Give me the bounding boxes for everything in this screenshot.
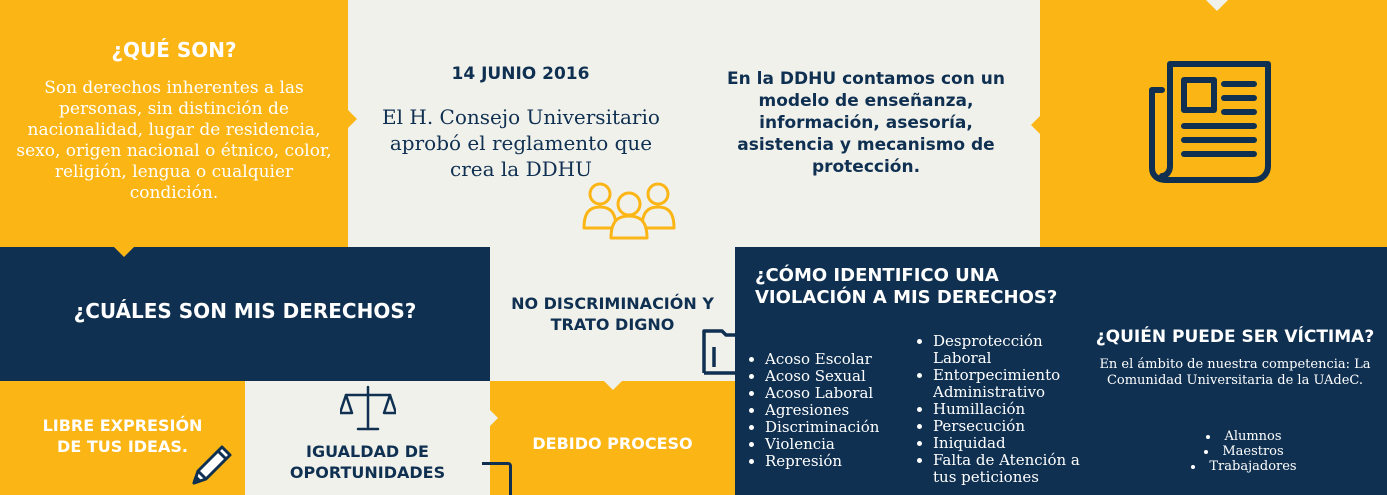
igualdad-panel (245, 381, 490, 495)
junio-date: 14 JUNIO 2016 (451, 64, 590, 84)
notch (114, 247, 134, 257)
igualdad-title: IGUALDAD DE OPORTUNIDADES (289, 442, 446, 482)
libre-title: LIBRE EXPRESIÓN DE TUS IDEAS. (42, 416, 203, 456)
newspaper-panel (1040, 0, 1387, 247)
como-identifico-panel (735, 247, 1387, 495)
debido-panel (490, 381, 735, 495)
junio-body: El H. Consejo Universitario aprobó el reglamento que crea la DDHU (382, 105, 660, 181)
list-item: • Maestros (1179, 444, 1309, 459)
que-son-panel (0, 0, 348, 247)
notch (604, 381, 622, 390)
bottom-fragment (482, 462, 512, 495)
list-item: • Acoso Sexual (765, 368, 925, 385)
list-item: • Agresiones (765, 402, 925, 419)
list-item: • Falta de Atención a tus peticiones (933, 452, 1103, 486)
que-son-title: ¿QUÉ SON? (111, 38, 237, 62)
violations-list-right (915, 333, 1103, 486)
no-discriminacion-title: NO DISCRIMINACIÓN Y TRATO DIGNO (511, 294, 714, 334)
notch (1031, 116, 1040, 134)
como-identifico-title: ¿CÓMO IDENTIFICO UNA VIOLACIÓN A MIS DERECHOS? (755, 265, 1058, 308)
list-item: • Acoso Escolar (765, 351, 925, 368)
list-item: • Discriminación (765, 419, 925, 436)
newspaper-icon (1148, 60, 1272, 184)
notch (348, 110, 357, 128)
quien-title: ¿QUIÉN PUEDE SER VÍCTIMA? (1095, 327, 1375, 347)
junio-panel (348, 0, 693, 247)
list-item: • Entorpecimiento Administrativo (933, 367, 1103, 401)
violations-list-left (747, 351, 925, 470)
list-item: • Persecución (933, 418, 1103, 435)
libre-panel (0, 381, 245, 495)
quien-body: En el ámbito de nuestra competencia: La Comunidad Universitaria de la UAdeC. (1099, 357, 1371, 388)
list-item: • Humillación (933, 401, 1103, 418)
ddhu-body: En la DDHU contamos con un modelo de enseñanza, información, asesoría, asistencia y mecanismo de protección. (727, 69, 1005, 177)
notch (1206, 0, 1228, 11)
notch (490, 410, 498, 426)
list-item: • Desprotección Laboral (933, 333, 1103, 367)
scales-icon (340, 385, 396, 433)
cuales-title: ¿CUÁLES SON MIS DERECHOS? (73, 299, 417, 323)
victims-list (1179, 429, 1309, 474)
list-item: • Acoso Laboral (765, 385, 925, 402)
list-item: • Alumnos (1179, 429, 1309, 444)
list-item: • Violencia (765, 436, 925, 453)
list-item: • Represión (765, 453, 925, 470)
que-son-body: Son derechos inherentes a las personas, sin distinción de nacionalidad, lugar de residencia, sexo, origen nacional o étnico, color, religión, lengua o cualquier condición. (16, 78, 332, 203)
folder-icon (702, 327, 735, 377)
pencil-icon (188, 439, 238, 489)
ddhu-panel (693, 0, 1040, 247)
list-item: • Iniquidad (933, 435, 1103, 452)
no-discriminacion-panel (490, 247, 735, 381)
cuales-panel (0, 247, 490, 381)
debido-title: DEBIDO PROCESO (532, 434, 693, 453)
people-icon (578, 176, 682, 240)
list-item: • Trabajadores (1179, 459, 1309, 474)
